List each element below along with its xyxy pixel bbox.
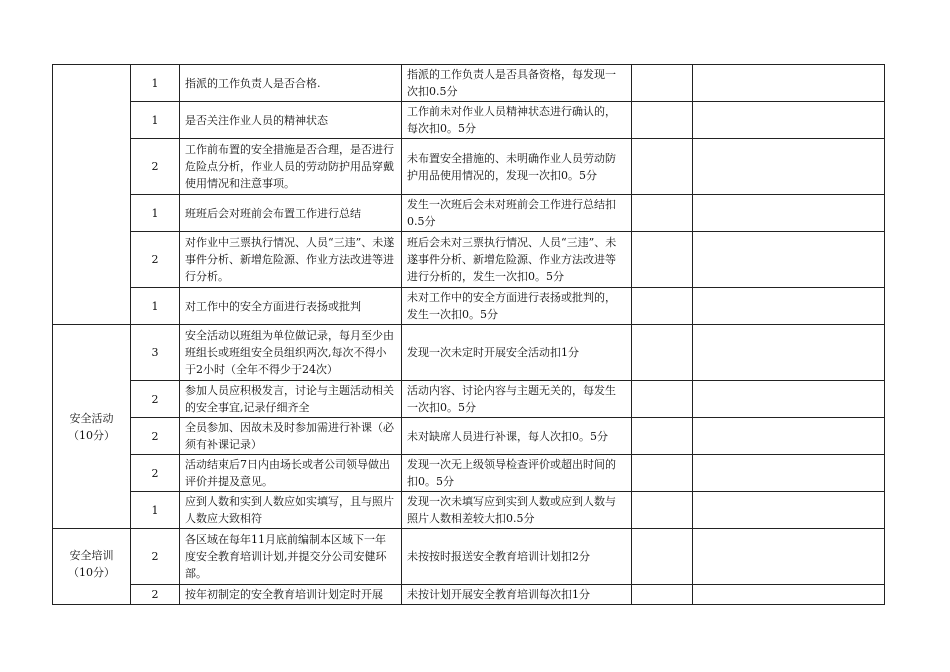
table-row	[53, 585, 885, 605]
actual-score-cell	[632, 529, 693, 585]
actual-score-cell	[632, 232, 693, 288]
table-row	[53, 529, 885, 585]
table-row	[53, 102, 885, 139]
score-cell: 2	[131, 139, 180, 195]
category-points: （10分）	[68, 566, 115, 579]
standard-cell: 安全活动以班组为单位做记录，每月至少由班组长或班组安全员组织两次,每次不得小于2小时（全年不得少于24次）	[180, 325, 402, 381]
actual-score-cell	[632, 139, 693, 195]
actual-score-cell	[632, 418, 693, 455]
remarks-cell	[693, 585, 885, 605]
table-row	[53, 381, 885, 418]
table-row	[53, 139, 885, 195]
standard-cell: 活动结束后7日内由场长或者公司领导做出评价并提及意见。	[180, 455, 402, 492]
standard-cell: 对作业中三票执行情况、人员“三违”、未遂事件分析、新增危险源、作业方法改进等进行分析。	[180, 232, 402, 288]
score-cell: 1	[131, 195, 180, 232]
rule-cell: 工作前未对作业人员精神状态进行确认的，每次扣0。5分	[402, 102, 632, 139]
actual-score-cell	[632, 585, 693, 605]
standard-cell: 对工作中的安全方面进行表扬或批判	[180, 288, 402, 325]
remarks-cell	[693, 418, 885, 455]
score-cell: 2	[131, 418, 180, 455]
remarks-cell	[693, 232, 885, 288]
assessment-table	[52, 64, 885, 605]
rule-cell: 未对缺席人员进行补课，每人次扣0。5分	[402, 418, 632, 455]
standard-cell: 全员参加、因故未及时参加需进行补课（必须有补课记录）	[180, 418, 402, 455]
rule-cell: 未按计划开展安全教育培训每次扣1分	[402, 585, 632, 605]
actual-score-cell	[632, 325, 693, 381]
remarks-cell	[693, 65, 885, 102]
rule-cell: 未对工作中的安全方面进行表扬或批判的，发生一次扣0。5分	[402, 288, 632, 325]
actual-score-cell	[632, 288, 693, 325]
score-cell: 2	[131, 232, 180, 288]
table-row	[53, 492, 885, 529]
standard-cell: 是否关注作业人员的精神状态	[180, 102, 402, 139]
standard-cell: 应到人数和实到人数应如实填写，且与照片人数应大致相符	[180, 492, 402, 529]
remarks-cell	[693, 529, 885, 585]
remarks-cell	[693, 139, 885, 195]
remarks-cell	[693, 325, 885, 381]
score-cell: 1	[131, 288, 180, 325]
standard-cell: 班班后会对班前会布置工作进行总结	[180, 195, 402, 232]
actual-score-cell	[632, 455, 693, 492]
table-row	[53, 418, 885, 455]
actual-score-cell	[632, 195, 693, 232]
table-row	[53, 65, 885, 102]
standard-cell: 指派的工作负责人是否合格.	[180, 65, 402, 102]
table-row	[53, 195, 885, 232]
rule-cell: 活动内容、讨论内容与主题无关的，每发生一次扣0。5分	[402, 381, 632, 418]
rule-cell: 未按按时报送安全教育培训计划扣2分	[402, 529, 632, 585]
category-points: （10分）	[68, 428, 115, 442]
table-row	[53, 288, 885, 325]
standard-cell: 各区域在每年11月底前编制本区域下一年度安全教育培训计划,并提交分公司安健环部。	[180, 529, 402, 585]
actual-score-cell	[632, 381, 693, 418]
table-row	[53, 325, 885, 381]
remarks-cell	[693, 195, 885, 232]
rule-cell: 班后会未对三票执行情况、人员“三违”、未遂事件分析、新增危险源、作业方法改进等进行分析的，发生一次扣0。5分	[402, 232, 632, 288]
score-cell: 2	[131, 455, 180, 492]
table-row	[53, 455, 885, 492]
rule-cell: 指派的工作负责人是否具备资格，每发现一次扣0.5分	[402, 65, 632, 102]
score-cell: 2	[131, 529, 180, 585]
category-name: 安全培训	[69, 549, 114, 562]
category-cell-continued	[53, 65, 131, 325]
score-cell: 3	[131, 325, 180, 381]
rule-cell: 发生一次班后会未对班前会工作进行总结扣0.5分	[402, 195, 632, 232]
score-cell: 1	[131, 492, 180, 529]
actual-score-cell	[632, 102, 693, 139]
score-cell: 2	[131, 585, 180, 605]
score-cell: 2	[131, 381, 180, 418]
rule-cell: 发现一次未定时开展安全活动扣1分	[402, 325, 632, 381]
category-cell-training	[53, 529, 131, 605]
table-row	[53, 232, 885, 288]
rule-cell: 发现一次无上级领导检查评价或超出时间的扣0。5分	[402, 455, 632, 492]
category-cell-activity	[53, 325, 131, 529]
standard-cell: 工作前布置的安全措施是否合理，是否进行危险点分析，作业人员的劳动防护用品穿戴使用情况和注意事项。	[180, 139, 402, 195]
standard-cell: 按年初制定的安全教育培训计划定时开展	[180, 585, 402, 605]
remarks-cell	[693, 102, 885, 139]
remarks-cell	[693, 288, 885, 325]
rule-cell: 未布置安全措施的、未明确作业人员劳动防护用品使用情况的，发现一次扣0。5分	[402, 139, 632, 195]
score-cell: 1	[131, 65, 180, 102]
remarks-cell	[693, 455, 885, 492]
score-cell: 1	[131, 102, 180, 139]
remarks-cell	[693, 381, 885, 418]
category-name: 安全活动	[69, 411, 114, 425]
remarks-cell	[693, 492, 885, 529]
actual-score-cell	[632, 492, 693, 529]
actual-score-cell	[632, 65, 693, 102]
rule-cell: 发现一次未填写应到实到人数或应到人数与照片人数相差较大扣0.5分	[402, 492, 632, 529]
standard-cell: 参加人员应积极发言，讨论与主题活动相关的安全事宜,记录仔细齐全	[180, 381, 402, 418]
